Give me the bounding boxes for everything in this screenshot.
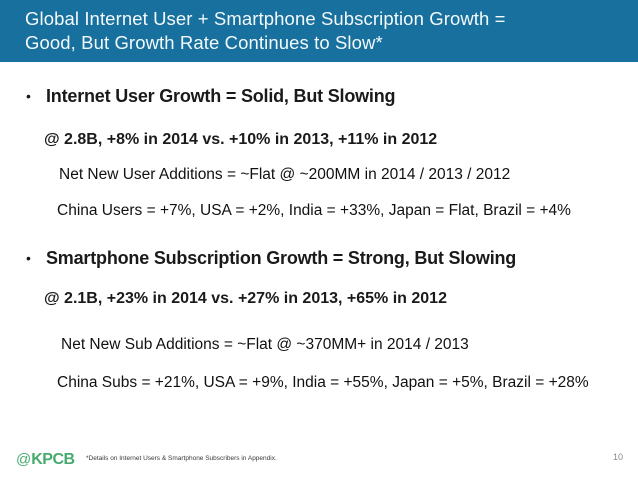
footnote: *Details on Internet Users & Smartphone Subscribers in Appendix. — [86, 455, 277, 462]
kpcb-logo — [16, 452, 75, 468]
bullet-icon: • — [26, 250, 31, 266]
bullet-icon: • — [26, 88, 31, 104]
smartphone-detail-countries: China Subs = +21%, USA = +9%, India = +55%, Japan = +5%, Brazil = +28% — [57, 374, 589, 391]
slide-title — [25, 7, 628, 54]
bullet-smartphone-subscription-growth — [26, 249, 516, 267]
kpcb-logo-at-symbol: @ — [16, 451, 32, 468]
slide-title-line1: Global Internet User + Smartphone Subscription Growth = — [25, 8, 506, 29]
bullet-internet-user-growth — [26, 87, 395, 105]
internet-user-stat-line: @ 2.8B, +8% in 2014 vs. +10% in 2013, +11% in 2012 — [44, 131, 438, 148]
page-number: 10 — [613, 452, 624, 462]
internet-user-detail-net-new: Net New User Additions = ~Flat @ ~200MM in 2014 / 2013 / 2012 — [59, 166, 511, 183]
internet-user-detail-countries: China Users = +7%, USA = +2%, India = +33%, Japan = Flat, Brazil = +4% — [57, 202, 571, 219]
bullet-heading: Smartphone Subscription Growth = Strong, But Slowing — [46, 248, 517, 268]
smartphone-stat-line: @ 2.1B, +23% in 2014 vs. +27% in 2013, +65% in 2012 — [44, 290, 447, 307]
kpcb-logo-text: KPCB — [31, 451, 75, 468]
smartphone-detail-net-new: Net New Sub Additions = ~Flat @ ~370MM+ in 2014 / 2013 — [61, 336, 469, 353]
slide-header — [0, 0, 638, 62]
bullet-heading: Internet User Growth = Solid, But Slowing — [46, 86, 396, 106]
slide-title-line2: Good, But Growth Rate Continues to Slow* — [25, 31, 383, 53]
